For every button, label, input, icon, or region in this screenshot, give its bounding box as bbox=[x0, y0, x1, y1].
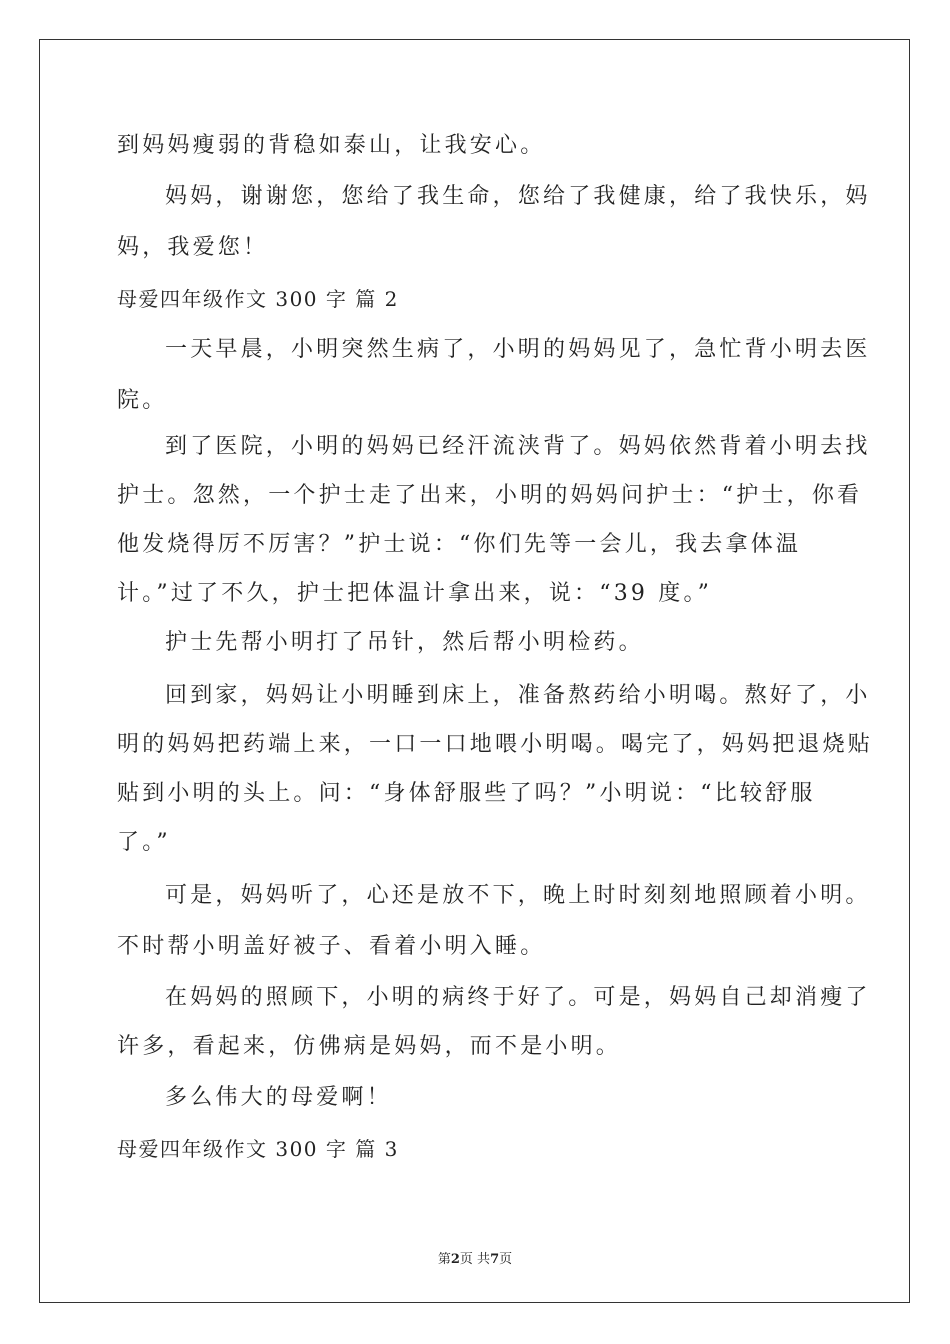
paragraph-line: 护士。忽然，一个护士走了出来，小明的妈妈问护士：“护士，你看 bbox=[117, 483, 863, 508]
paragraph-line: 院。 bbox=[117, 388, 168, 413]
paragraph-line: 回到家，妈妈让小明睡到床上，准备熬药给小明喝。熬好了，小 bbox=[165, 683, 871, 708]
paragraph-line: 贴到小明的头上。问：“身体舒服些了吗？”小明说：“比较舒服 bbox=[117, 781, 816, 806]
paragraph-line: 了。” bbox=[117, 830, 171, 855]
paragraph-line: 妈妈，谢谢您，您给了我生命，您给了我健康，给了我快乐，妈 bbox=[165, 184, 871, 209]
paragraph-line: 他发烧得厉不厉害？”护士说：“你们先等一会儿，我去拿体温 bbox=[117, 532, 802, 557]
paragraph-line: 妈，我爱您！ bbox=[117, 235, 269, 260]
total-page-number: 7 bbox=[490, 1252, 500, 1267]
page-mid: 页 共 bbox=[459, 1252, 491, 1267]
paragraph-line: 可是，妈妈听了，心还是放不下，晚上时时刻刻地照顾着小明。 bbox=[165, 883, 871, 908]
paragraph-line: 明的妈妈把药端上来，一口一口地喂小明喝。喝完了，妈妈把退烧贴 bbox=[117, 732, 874, 757]
paragraph-line: 多么伟大的母爱啊！ bbox=[165, 1085, 392, 1110]
section-heading: 母爱四年级作文 300 字 篇 2 bbox=[117, 287, 399, 311]
paragraph-line: 在妈妈的照顾下，小明的病终于好了。可是，妈妈自己却消瘦了 bbox=[165, 985, 871, 1010]
paragraph-line: 一天早晨，小明突然生病了，小明的妈妈见了，急忙背小明去医 bbox=[165, 337, 871, 362]
paragraph-line: 许多，看起来，仿佛病是妈妈，而不是小明。 bbox=[117, 1034, 622, 1059]
paragraph-line: 不时帮小明盖好被子、看着小明入睡。 bbox=[117, 934, 546, 959]
page-number-footer bbox=[0, 1248, 950, 1267]
current-page-number: 2 bbox=[450, 1252, 460, 1267]
paragraph-line: 到妈妈瘦弱的背稳如泰山，让我安心。 bbox=[117, 133, 546, 158]
page-prefix: 第 bbox=[437, 1252, 451, 1267]
page-suffix: 页 bbox=[499, 1252, 513, 1267]
paragraph-line: 到了医院，小明的妈妈已经汗流浃背了。妈妈依然背着小明去找 bbox=[165, 434, 871, 459]
paragraph-line: 护士先帮小明打了吊针，然后帮小明检药。 bbox=[165, 630, 644, 655]
paragraph-line: 计。”过了不久，护士把体温计拿出来，说：“39 度。” bbox=[117, 581, 713, 606]
section-heading: 母爱四年级作文 300 字 篇 3 bbox=[117, 1137, 399, 1161]
